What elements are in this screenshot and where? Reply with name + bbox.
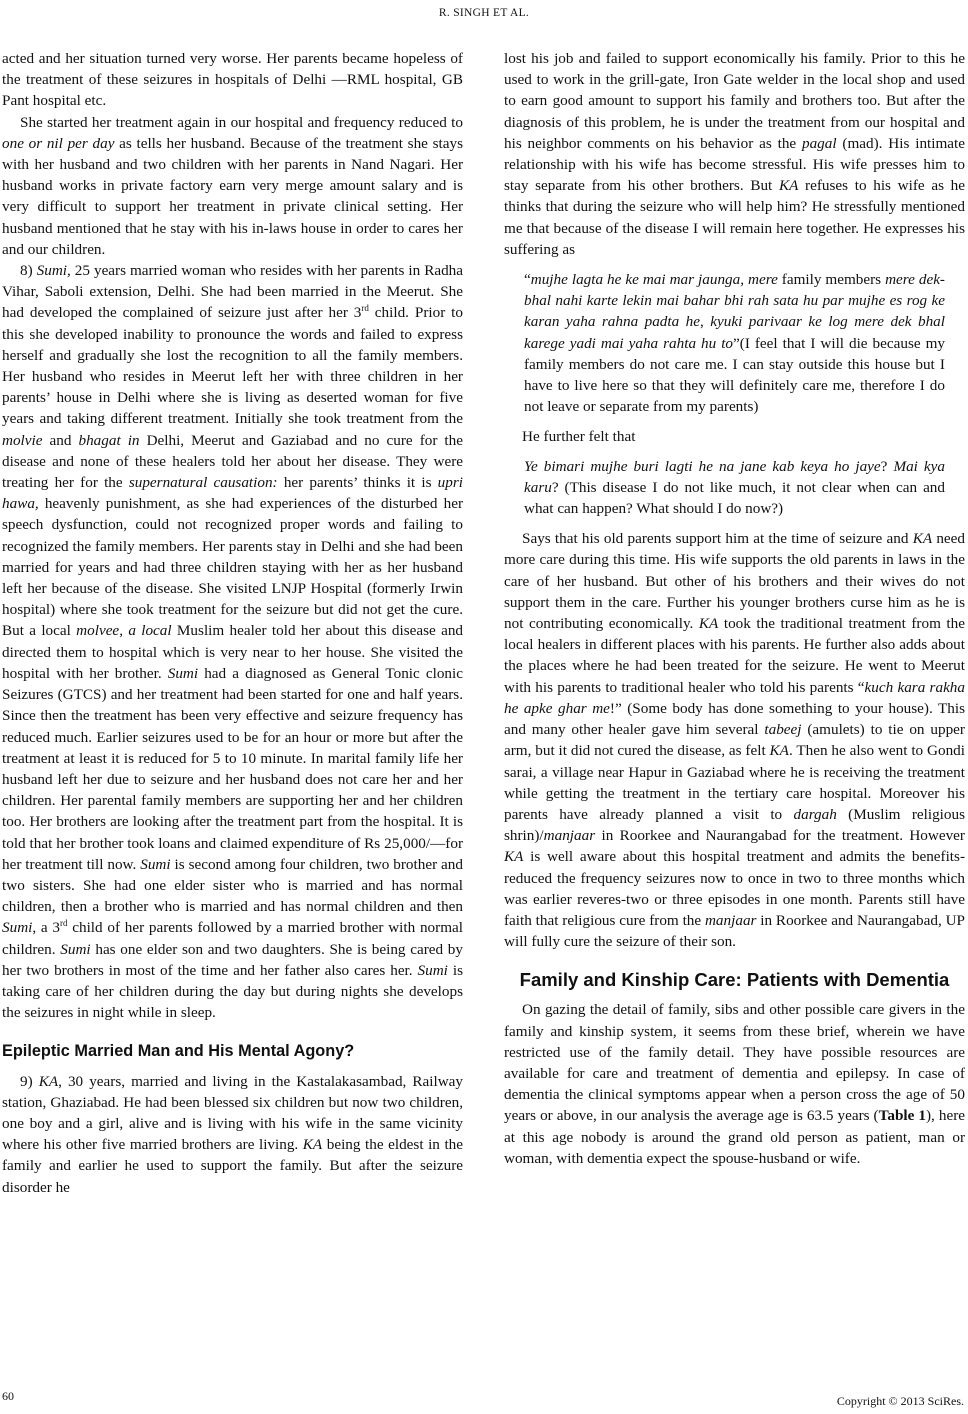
- block-quote: Ye bimari mujhe buri lagti he na jane kab keya ho jaye? Mai kya karu? (This disease I do not like much, it not clear when can and what can happen? What should I do now?): [524, 457, 945, 518]
- page-number: 60: [2, 1389, 14, 1403]
- case-9-paragraph: 9) KA, 30 years, married and living in the Kastalakasambad, Railway station, Ghaziabad. He had been blessed six children but now two children, one boy and a girl, alive and is living with his wife in the same vicinity where his other five married brothers are living. KA being the eldest in the family and earlier he used to support the family. But after the seizure disorder he: [2, 1072, 463, 1196]
- paragraph: lost his job and failed to support economically his family. Prior to this he used to work in the grill-gate, Iron Gate welder in the local shop and used to earn good amount to support his family and brothers too. But after the diagnosis of this problem, he is under the treatment from our hospital and his neighbor comments on his behavior as the pagal (mad). His intimate relationship with his wife has become stressful. His wife presses him to stay separate from his other brothers. But KA refuses to his wife as he thinks that during the seizure who will help him? He stressfully mentioned me that because of the disease I will remain here together. He expresses his suffering as: [504, 50, 965, 258]
- copyright-notice: Copyright © 2013 SciRes.: [836, 1394, 964, 1408]
- running-head: R. SINGH ET AL.: [438, 7, 530, 19]
- paragraph: Says that his old parents support him at the time of seizure and KA need more care during this time. His wife supports the old parents in laws in the care of her husband. But other of his brothers and their wives do not support them in the care. Further his younger brothers curse him as he is not contributing economically. KA took the traditional treatment from the local healers in different places with his parents. He further also adds about the places where he had been treated for the seizure. He went to Meerut with his parents to traditional healer who told his parents “kuch kara rakha he apke ghar me!” (Some body has done something to your house). This and many other healer gave him several tabeej (amulets) to tie on upper arm, but it did not cured the disease, as felt KA. Then he also went to Gondi sarai, a village near Hapur in Gaziabad where he is receiving the treatment while getting the treatment in the tertiary care hospital. Moreover his parents have already planned a visit to dargah (Muslim religious shrin)/manjaar in Roorkee and Naurangabad for the treatment. However KA is well aware about this hospital treatment and admits the benefits-reduced the frequency seizures now to once in two to three months which was earlier reveres-two or three episodes in one month. Parents still have faith that religious cure from the manjaar in Roorkee and Naurangabad, UP will fully cure the seizure of their son.: [504, 530, 966, 951]
- case-8-paragraph: 8) Sumi, 25 years married woman who resides with her parents in Radha Vihar, Saboli extension, Delhi. She had been married in the Meerut. She had developed the complained of seizure just after her 3rd child. Prior to this she developed inability to pronounce the words and failed to express herself and gradually she lost the recognition to all the family members. Her husband who resides in Meerut left her with three children in her parents’ house in Delhi where she is living as deserted woman for five years and taking different treatment. Initially she took treatment from the molvie and bhagat in Delhi, Meerut and Gaziabad and no cure for the disease and none of these healers told her about her disease. They were treating her for the supernatural causation: her parents’ thinks it is upri hawa, heavenly punishment, as she had experiences of the disturbed her speech dysfunction, could not recognized proper words and failing to recognized the family members. Her parents stay in Delhi and she had been married for years and had three children staying with her as her husband left her because of the disease. She visited LNJP Hospital (formerly Irwin hospital) where she took treatment for the seizure but did not get the cure. But a local molvee, a local Muslim healer told her about this disease and directed them to hospital which is very near to her house. She visited the hospital with her brother. Sumi had a diagnosed as General Tonic clonic Seizures (GTCS) and her treatment had been started for one and half years. Since then the treatment has been very effective and seizure frequency has reduced much. Earlier seizures used to be for an hour or more but after the treatment at least it is reduced for 5 to 10 minute. In marital family life her husband left her due to seizure and her husband does not care her and her children. Her parental family members are supporting her and her children too. Her brothers are looking after the treatment part from the hospital. It is told that her brother took loans and claimed expenditure of Rs 25,000/—for her treatment till now. Sumi is second among four children, two brother and two sisters. She had one elder sister who is married and has normal children, then a brother who is married and has normal children and then Sumi, a 3rd child of her parents followed by a married brother with normal children. Sumi has one elder son and two daughters. She is being cared by her two brothers in most of the time and her father also cares her. Sumi is taking care of her children during the day but during nights she develops the seizures in night while in sleep.: [2, 262, 464, 1022]
- paragraph: He further felt that: [522, 428, 636, 446]
- paragraph: acted and her situation turned very worse. Her parents became hopeless of the treatment of these seizures in hospitals of Delhi —RML hospital, GB Pant hospital etc.: [2, 50, 463, 110]
- section-heading: Family and Kinship Care: Patients with Dementia: [519, 969, 950, 991]
- right-column: [504, 48, 965, 1169]
- section-heading: Epileptic Married Man and His Mental Agony?: [2, 1042, 355, 1061]
- block-quote: “mujhe lagta he ke mai mar jaunga, mere family members mere dek-bhal nahi karte lekin mai bahar bhi rah sata hu par mujhe es rog ke karan yaha rahna padta he, kyuki parivaar ke log mere dek bhal karege yadi mai yaha rahta hu to”(I feel that I will die because my family members do not care me. I can stay outside this house but I have to live here so that they will definitely care me, therefore I do not leave or separate from my parents): [524, 271, 945, 416]
- paragraph: She started her treatment again in our hospital and frequency reduced to one or nil per day as tells her husband. Because of the treatment she stays with her husband and two children with her parents in Nand Nagari. Her husband works in private factory earn very merge amount salary and is very difficult to support her treatment in private clinical setting. Her husband mentioned that he stay with his in-laws house in order to cares her and our children.: [2, 113, 464, 258]
- paragraph: On gazing the detail of family, sibs and other possible care givers in the family and kinship system, it seems from these brief, wherein we have restricted use of the family detail. They have possible resources are available for care and treatment of dementia and epilepsy. In case of dementia the clinical symptoms appear when a person cross the age of 50 years or above, in our analysis the average age is 63.5 years (Table 1), here at this age nobody is around the grand old person as patient, man or woman, with dementia expect the spouse-husband or wife.: [504, 1001, 965, 1167]
- left-column: [2, 48, 463, 1198]
